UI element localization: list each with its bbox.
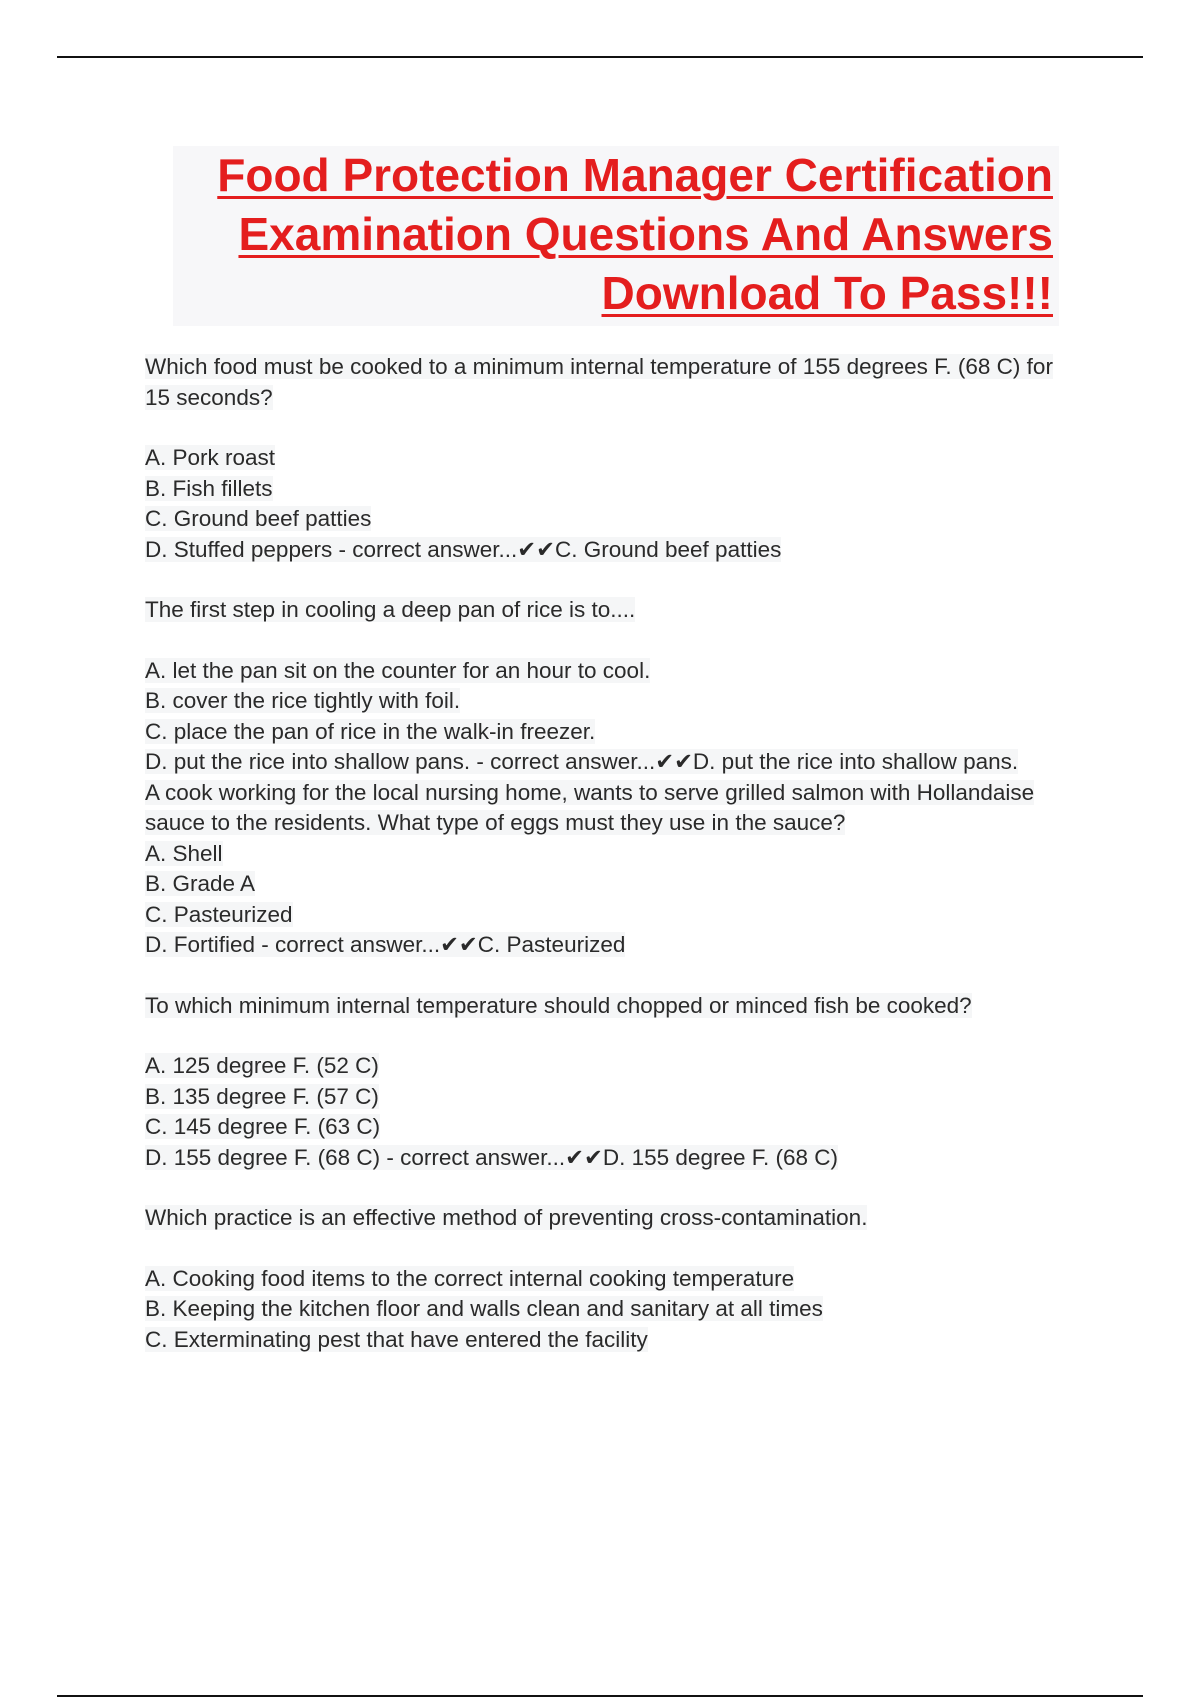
question-5-option-a: A. Cooking food items to the correct internal cooking temperature [145,1265,795,1291]
question-1-option-c: C. Ground beef patties [145,506,372,531]
question-5-option-b: B. Keeping the kitchen floor and walls clean and sanitary at all times [145,1296,823,1321]
question-3-answer: D. Fortified - correct answer...✔✔C. Pasteurized [145,932,626,957]
question-1-option-a: A. Pork roast [145,445,276,470]
spacer [145,961,1065,991]
question-2-option-a: A. let the pan sit on the counter for an hour to cool. [145,657,651,683]
question-3 [145,778,1065,839]
question-1-answer: D. Stuffed peppers - correct answer...✔✔C. Ground beef patties [145,536,782,562]
question-4-option-c: C. 145 degree F. (63 C) [145,1114,381,1139]
document-title [173,146,1059,323]
question-list [145,352,1065,1355]
question-2-answer: D. put the rice into shallow pans. - correct answer...✔✔D. put the rice into shallow pans. [145,749,1019,774]
title-line-3: Download To Pass!!! [601,267,1053,319]
bottom-rule [57,1695,1143,1697]
question-4-option-a: A. 125 degree F. (52 C) [145,1053,379,1078]
spacer [145,413,1065,443]
title-line-2: Examination Questions And Answers [238,208,1053,260]
question-5-text: Which practice is an effective method of preventing cross-contamination. [145,1205,868,1230]
question-3-option-a: A. Shell [145,840,223,866]
question-4-text: To which minimum internal temperature should chopped or minced fish be cooked? [145,992,972,1018]
question-5 [145,1203,1065,1234]
spacer [145,1173,1065,1203]
spacer [145,626,1065,656]
question-1-option-b: B. Fish fillets [145,475,273,501]
question-5-option-c: C. Exterminating pest that have entered the facility [145,1326,648,1352]
question-2-option-c: C. place the pan of rice in the walk-in freezer. [145,718,596,744]
question-1 [145,352,1065,413]
question-2-option-b: B. cover the rice tightly with foil. [145,688,461,713]
title-block [173,146,1059,326]
title-line-1: Food Protection Manager Certification [217,149,1053,201]
question-2 [145,595,1065,626]
question-1-text: Which food must be cooked to a minimum internal temperature of 155 degrees F. (68 C) for 15 seconds? [145,354,1053,410]
question-3-option-b: B. Grade A [145,871,256,896]
question-3-option-c: C. Pasteurized [145,901,293,927]
spacer [145,1021,1065,1051]
spacer [145,1234,1065,1264]
question-3-text: A cook working for the local nursing home, wants to serve grilled salmon with Hollandaise sauce to the residents. What type of eggs must they use in the sauce? [145,779,1035,835]
top-rule [57,56,1143,58]
spacer [145,565,1065,595]
question-4-answer: D. 155 degree F. (68 C) - correct answer...✔✔D. 155 degree F. (68 C) [145,1144,838,1170]
question-4-option-b: B. 135 degree F. (57 C) [145,1083,379,1109]
question-4 [145,991,1065,1022]
question-2-text: The first step in cooling a deep pan of rice is to.... [145,597,636,622]
